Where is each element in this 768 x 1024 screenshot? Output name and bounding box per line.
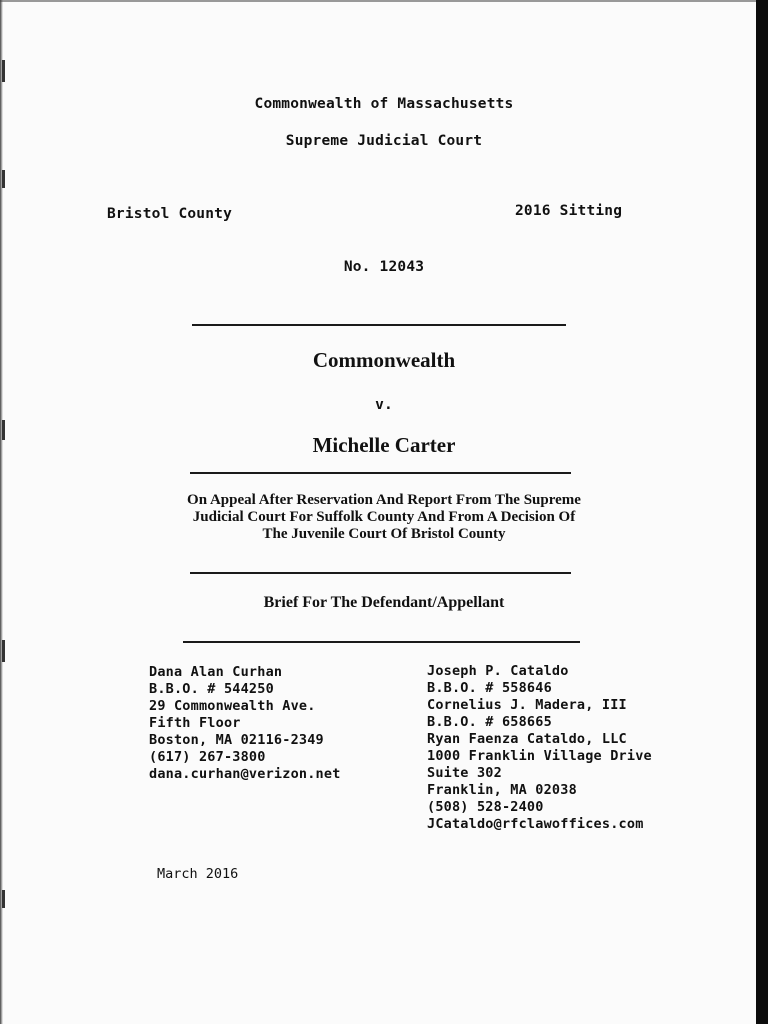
divider-rule: [183, 641, 580, 643]
filing-date: March 2016: [157, 866, 239, 882]
divider-rule: [192, 324, 566, 326]
counsel-phone: (617) 267-3800: [149, 749, 266, 765]
counsel-email: JCataldo@rfclawoffices.com: [427, 816, 644, 832]
counsel-name: Dana Alan Curhan: [149, 664, 283, 680]
docket-number: No. 12043: [343, 259, 425, 275]
divider-rule: [190, 572, 571, 574]
jurisdiction-heading: Commonwealth of Massachusetts: [254, 96, 514, 112]
scan-edge-top: [0, 0, 756, 2]
counsel-name: Joseph P. Cataldo: [427, 663, 569, 679]
counsel-bbo: B.B.O. # 558646: [427, 680, 552, 696]
counsel-firm: Ryan Faenza Cataldo, LLC: [427, 731, 627, 747]
counsel-block-right: [427, 663, 652, 833]
versus-label: v.: [375, 397, 393, 413]
appeal-line: Judicial Court For Suffolk County And From A Decision Of: [192, 509, 576, 525]
counsel-address-line: Boston, MA 02116-2349: [149, 732, 324, 748]
county-label: Bristol County: [107, 206, 233, 222]
counsel-address-line: 29 Commonwealth Ave.: [149, 698, 316, 714]
appeal-line: The Juvenile Court Of Bristol County: [262, 526, 506, 542]
counsel-address-line: Franklin, MA 02038: [427, 782, 577, 798]
defendant-name: Michelle Carter: [312, 433, 456, 457]
counsel-email: dana.curhan@verizon.net: [149, 766, 341, 782]
appeal-line: On Appeal After Reservation And Report From The Supreme: [187, 492, 581, 508]
counsel-address-line: 1000 Franklin Village Drive: [427, 748, 652, 764]
counsel-block-left: [149, 664, 341, 783]
counsel-address-line: Suite 302: [427, 765, 502, 781]
margin-mark: [2, 640, 5, 662]
margin-mark: [2, 890, 5, 908]
margin-mark: [2, 170, 5, 188]
plaintiff-name: Commonwealth: [312, 348, 456, 372]
sitting-label: 2016 Sitting: [515, 203, 623, 219]
counsel-phone: (508) 528-2400: [427, 799, 544, 815]
appeal-description: [0, 492, 768, 543]
margin-mark: [2, 60, 5, 82]
counsel-address-line: Fifth Floor: [149, 715, 241, 731]
divider-rule: [190, 472, 571, 474]
counsel-name: Cornelius J. Madera, III: [427, 697, 627, 713]
court-heading: Supreme Judicial Court: [285, 133, 483, 149]
counsel-bbo: B.B.O. # 658665: [427, 714, 552, 730]
counsel-bbo: B.B.O. # 544250: [149, 681, 274, 697]
brief-title: Brief For The Defendant/Appellant: [263, 594, 505, 611]
